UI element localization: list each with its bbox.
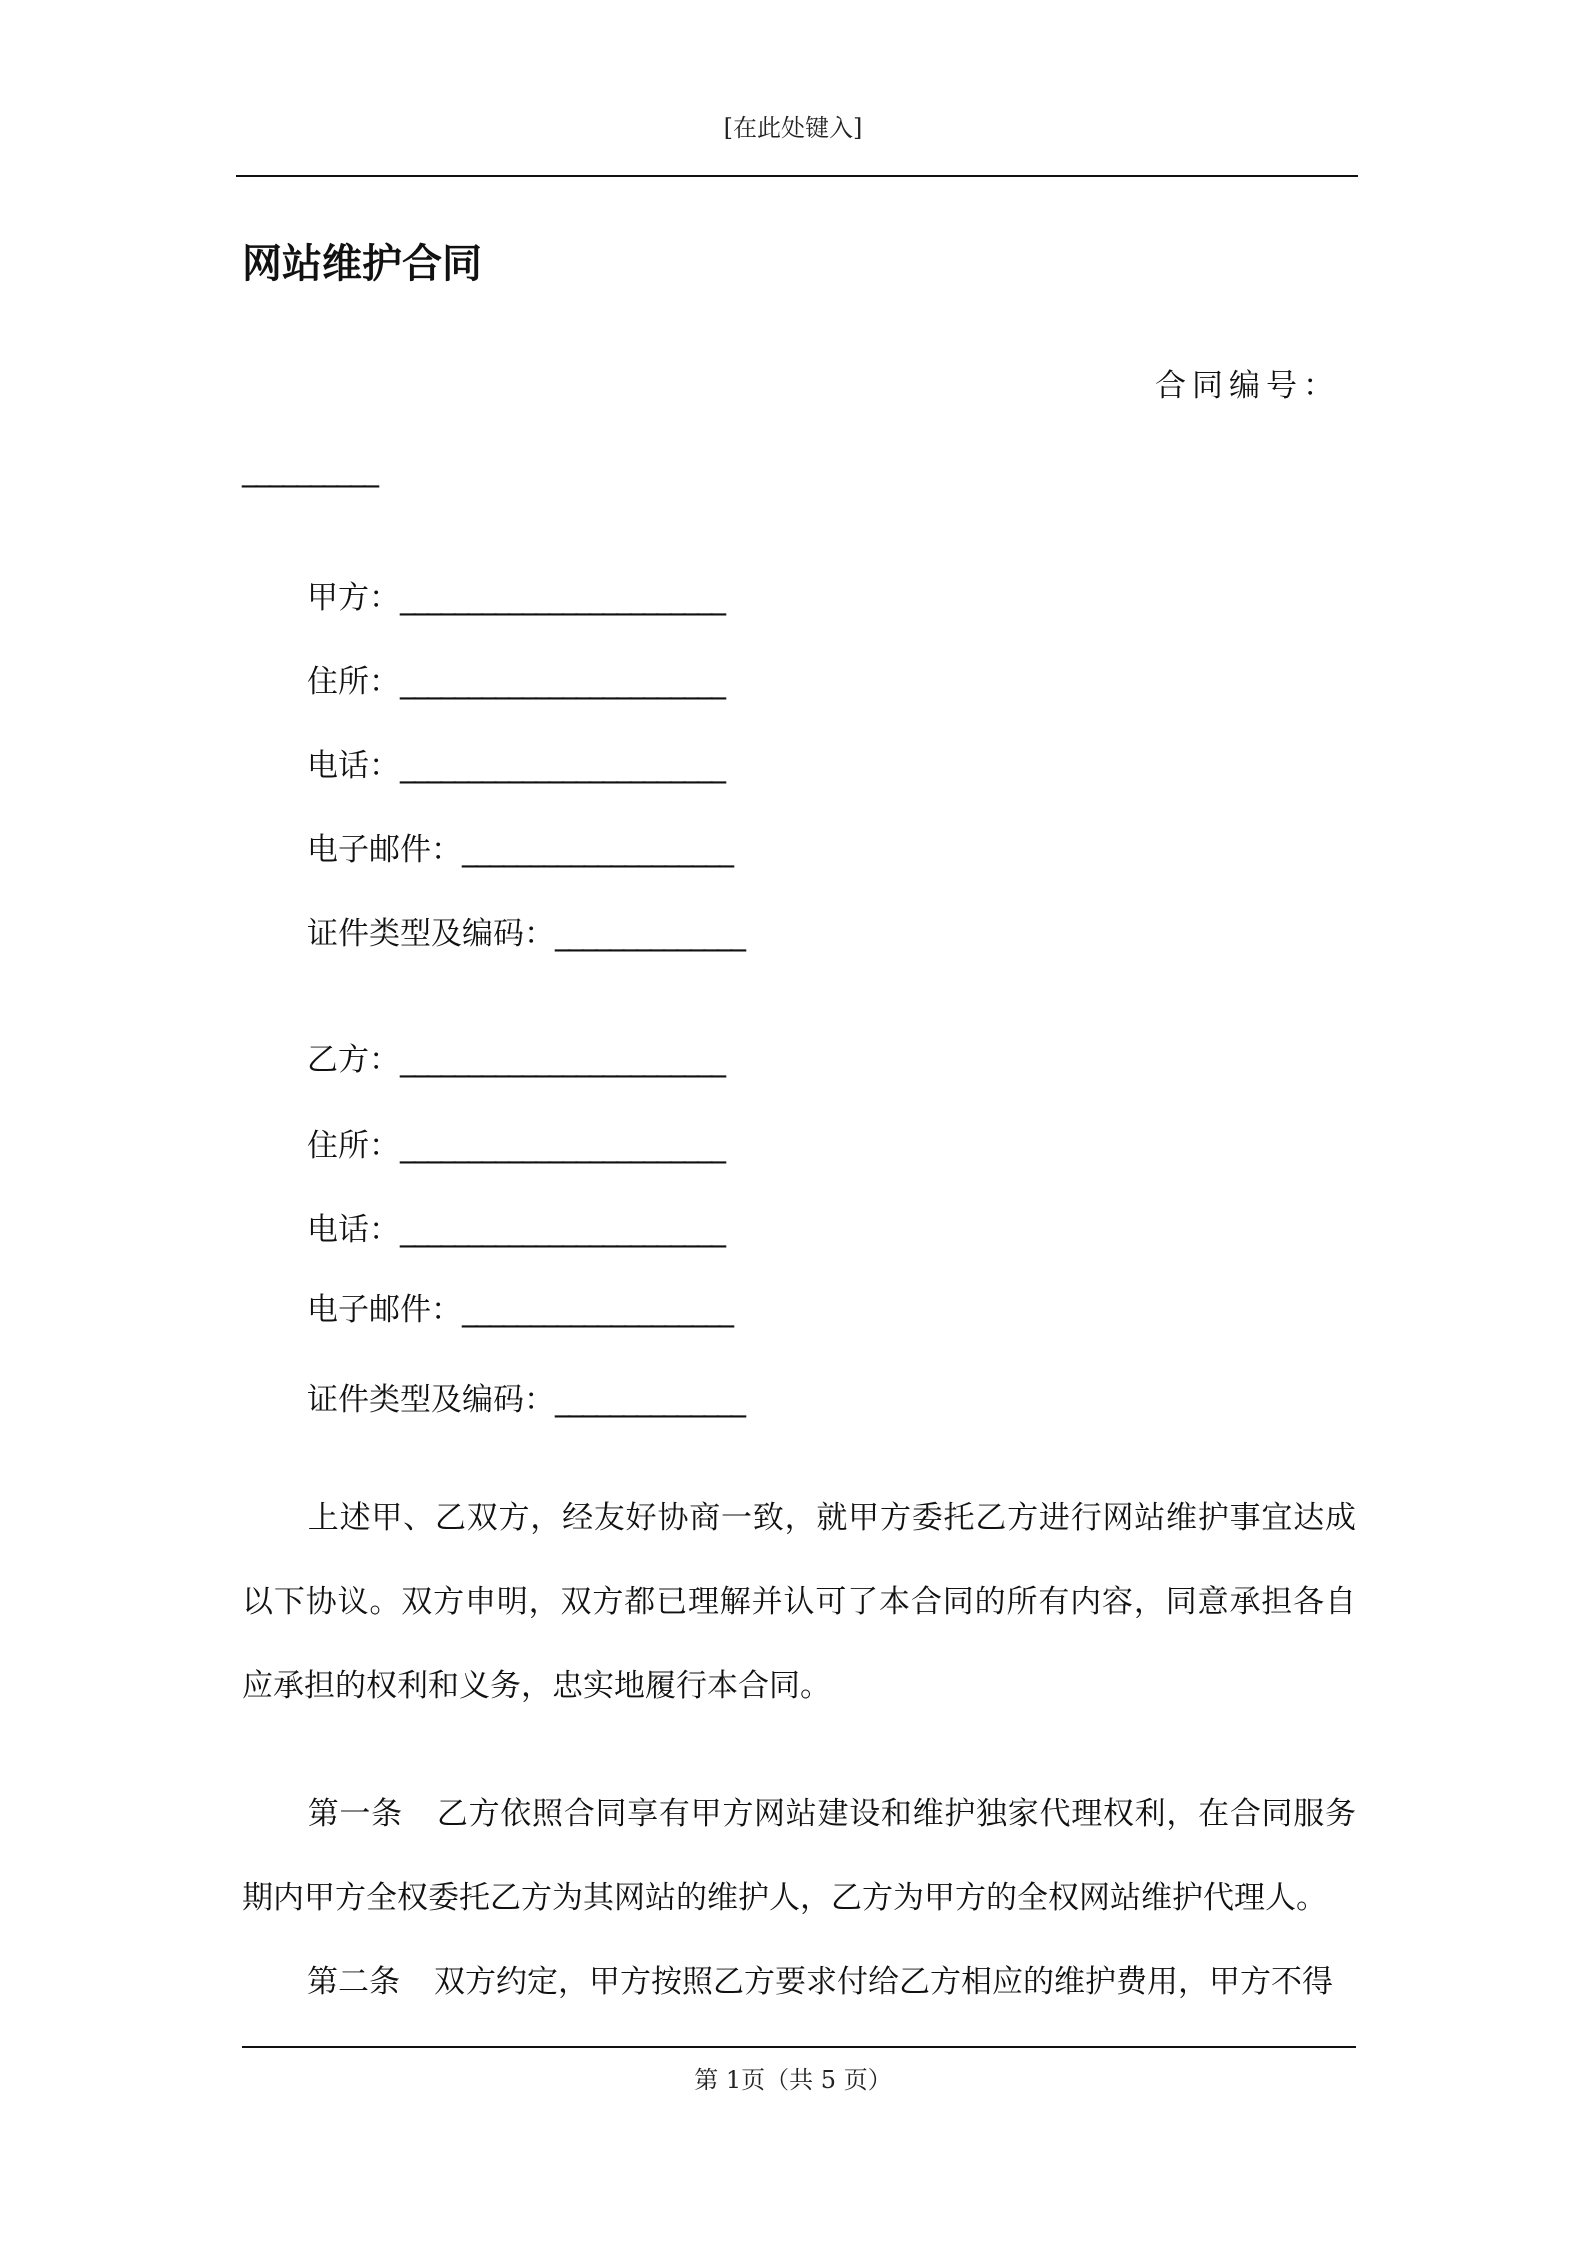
party-a-name-field bbox=[307, 572, 724, 617]
page-number: 第 1页（共 5 页） bbox=[694, 2066, 892, 2094]
header-placeholder: [在此处键入] bbox=[723, 114, 863, 142]
party-b-email-blank: ____________________ bbox=[462, 1292, 732, 1328]
article-1-heading: 第一条 bbox=[307, 1796, 403, 1832]
article-1-paragraph bbox=[242, 1772, 1356, 1940]
party-b-name-field bbox=[307, 1034, 724, 1079]
party-b-phone-label: 电话： bbox=[307, 1212, 400, 1248]
header-rule bbox=[236, 175, 1358, 177]
party-a-id-field bbox=[307, 908, 744, 953]
party-a-address-label: 住所： bbox=[307, 664, 400, 700]
party-a-email-field bbox=[307, 824, 732, 869]
intro-text: 上述甲、乙双方，经友好协商一致，就甲方委托乙方进行网站维护事宜达成以下协议。双方申明，双方都已理解并认可了本合同的所有内容，同意承担各自应承担的权利和义务，忠实地履行本合同。 bbox=[242, 1500, 1356, 1704]
article-2-text: 双方约定，甲方按照乙方要求付给乙方相应的维护费用，甲方不得 bbox=[434, 1964, 1333, 2000]
party-a-email-blank: ____________________ bbox=[462, 832, 732, 868]
party-b-address-label: 住所： bbox=[307, 1128, 400, 1164]
contract-number-blank: __________ bbox=[242, 452, 377, 488]
party-b-address-blank: ________________________ bbox=[400, 1128, 724, 1164]
party-a-address-blank: ________________________ bbox=[400, 664, 724, 700]
article-2-heading: 第二条 bbox=[307, 1964, 400, 2000]
document-title: 网站维护合同 bbox=[242, 241, 482, 287]
party-b-email-field bbox=[307, 1284, 732, 1329]
party-b-name-blank: ________________________ bbox=[400, 1042, 724, 1078]
article-2-paragraph bbox=[242, 1940, 1356, 2024]
party-b-phone-field bbox=[307, 1204, 724, 1249]
party-a-id-label: 证件类型及编码： bbox=[307, 916, 555, 952]
party-b-id-label: 证件类型及编码： bbox=[307, 1382, 555, 1418]
contract-number-label: 合同编号： bbox=[1155, 368, 1340, 404]
article-1-text: 乙方依照合同享有甲方网站建设和维护独家代理权利，在合同服务期内甲方全权委托乙方为其网站的维护人，乙方为甲方的全权网站维护代理人。 bbox=[242, 1796, 1356, 1916]
party-a-phone-blank: ________________________ bbox=[400, 748, 724, 784]
party-b-address-field bbox=[307, 1120, 724, 1165]
party-b-email-label: 电子邮件： bbox=[307, 1292, 462, 1328]
party-a-phone-label: 电话： bbox=[307, 748, 400, 784]
party-a-email-label: 电子邮件： bbox=[307, 832, 462, 868]
party-a-name-label: 甲方： bbox=[307, 580, 400, 616]
party-a-phone-field bbox=[307, 740, 724, 785]
party-b-name-label: 乙方： bbox=[307, 1042, 400, 1078]
party-a-name-blank: ________________________ bbox=[400, 580, 724, 616]
intro-paragraph bbox=[242, 1476, 1356, 1728]
footer-rule bbox=[242, 2046, 1356, 2048]
party-a-id-blank: ______________ bbox=[555, 916, 744, 952]
party-a-address-field bbox=[307, 656, 724, 701]
party-b-phone-blank: ________________________ bbox=[400, 1212, 724, 1248]
party-b-id-field bbox=[307, 1374, 744, 1419]
party-b-id-blank: ______________ bbox=[555, 1382, 744, 1418]
